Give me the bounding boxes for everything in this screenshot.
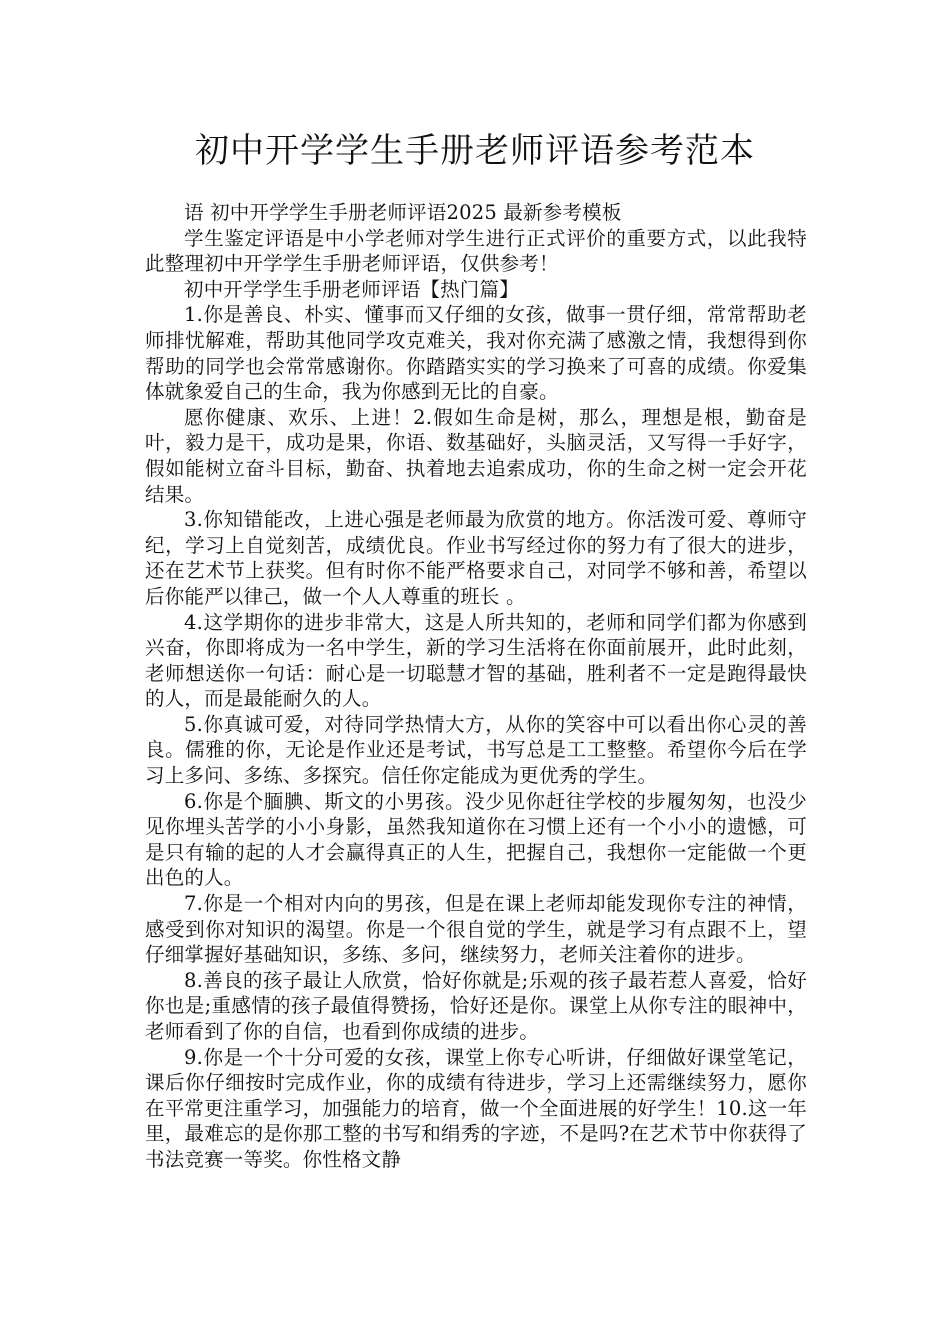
comment-paragraph: 愿你健康、欢乐、上进！2.假如生命是树，那么，理想是根，勤奋是叶，毅力是干，成功是果，你语、数基础好，头脑灵活，又写得一手好字，假如能树立奋斗目标，勤奋、执着地去追索成功，你的生命之树一定会开花结果。 — [145, 405, 807, 506]
comment-paragraph: 1.你是善良、朴实、懂事而又仔细的女孩，做事一贯仔细，常常帮助老师排忧解难，帮助其他同学攻克难关，我对你充满了感激之情，我想得到你帮助的同学也会常常感谢你。你踏踏实实的学习换来了可喜的成绩。你爱集体就象爱自己的生命，我为你感到无比的自豪。 — [145, 303, 807, 404]
intro-paragraph: 学生鉴定评语是中小学老师对学生进行正式评价的重要方式，以此我特此整理初中开学学生手册老师评语，仅供参考！ — [145, 226, 807, 276]
comment-paragraph: 6.你是个腼腆、斯文的小男孩。没少见你赶往学校的步履匆匆，也没少见你埋头苦学的小小身影，虽然我知道你在习惯上还有一个小小的遗憾，可是只有输的起的人才会赢得真正的人生，把握自己，我想你一定能做一个更出色的人。 — [145, 789, 807, 890]
comment-paragraph: 7.你是一个相对内向的男孩，但是在课上老师却能发现你专注的神情，感受到你对知识的渴望。你是一个很自觉的学生，就是学习有点跟不上，望仔细掌握好基础知识，多练、多问，继续努力，老师关注着你的进步。 — [145, 892, 807, 967]
document-title: 初中开学学生手册老师评语参考范本 — [195, 131, 755, 171]
document-body — [145, 200, 807, 1173]
section-heading: 初中开学学生手册老师评语【热门篇】 — [184, 277, 519, 301]
subtitle-line: 语 初中开学学生手册老师评语2025 最新参考模板 — [184, 201, 622, 224]
comment-paragraph: 3.你知错能改，上进心强是老师最为欣赏的地方。你活泼可爱、尊师守纪，学习上自觉刻苦，成绩优良。作业书写经过你的努力有了很大的进步，还在艺术节上获奖。但有时你不能严格要求自己，对同学不够和善，希望以后你能严以律己，做一个人人尊重的班长 。 — [145, 508, 807, 608]
comment-paragraph: 5.你真诚可爱，对待同学热情大方，从你的笑容中可以看出你心灵的善良。儒雅的你，无论是作业还是考试，书写总是工工整整。希望你今后在学习上多问、多练、多探究。信任你定能成为更优秀的学生。 — [145, 712, 807, 788]
comment-paragraph: 8.善良的孩子最让人欣赏，恰好你就是;乐观的孩子最若惹人喜爱，恰好你也是;重感情的孩子最值得赞扬，恰好还是你。课堂上从你专注的眼神中，老师看到了你的自信，也看到你成绩的进步。 — [145, 968, 807, 1043]
comment-paragraph: 9.你是一个十分可爱的女孩，课堂上你专心听讲，仔细做好课堂笔记，课后你仔细按时完成作业，你的成绩有待进步，学习上还需继续努力，愿你在平常更注重学习，加强能力的培育，做一个全面进展的好学生！10.这一年里，最难忘的是你那工整的书写和绢秀的字迹，不是吗?在艺术节中你获得了书法竞赛一等奖。你性格文静 — [145, 1045, 808, 1171]
comment-paragraph: 4.这学期你的进步非常大，这是人所共知的，老师和同学们都为你感到兴奋，你即将成为一名中学生，新的学习生活将在你面前展开，此时此刻，老师想送你一句话：耐心是一切聪慧才智的基础，胜利者不一定是跑得最快的人，而是最能耐久的人。 — [145, 610, 807, 711]
